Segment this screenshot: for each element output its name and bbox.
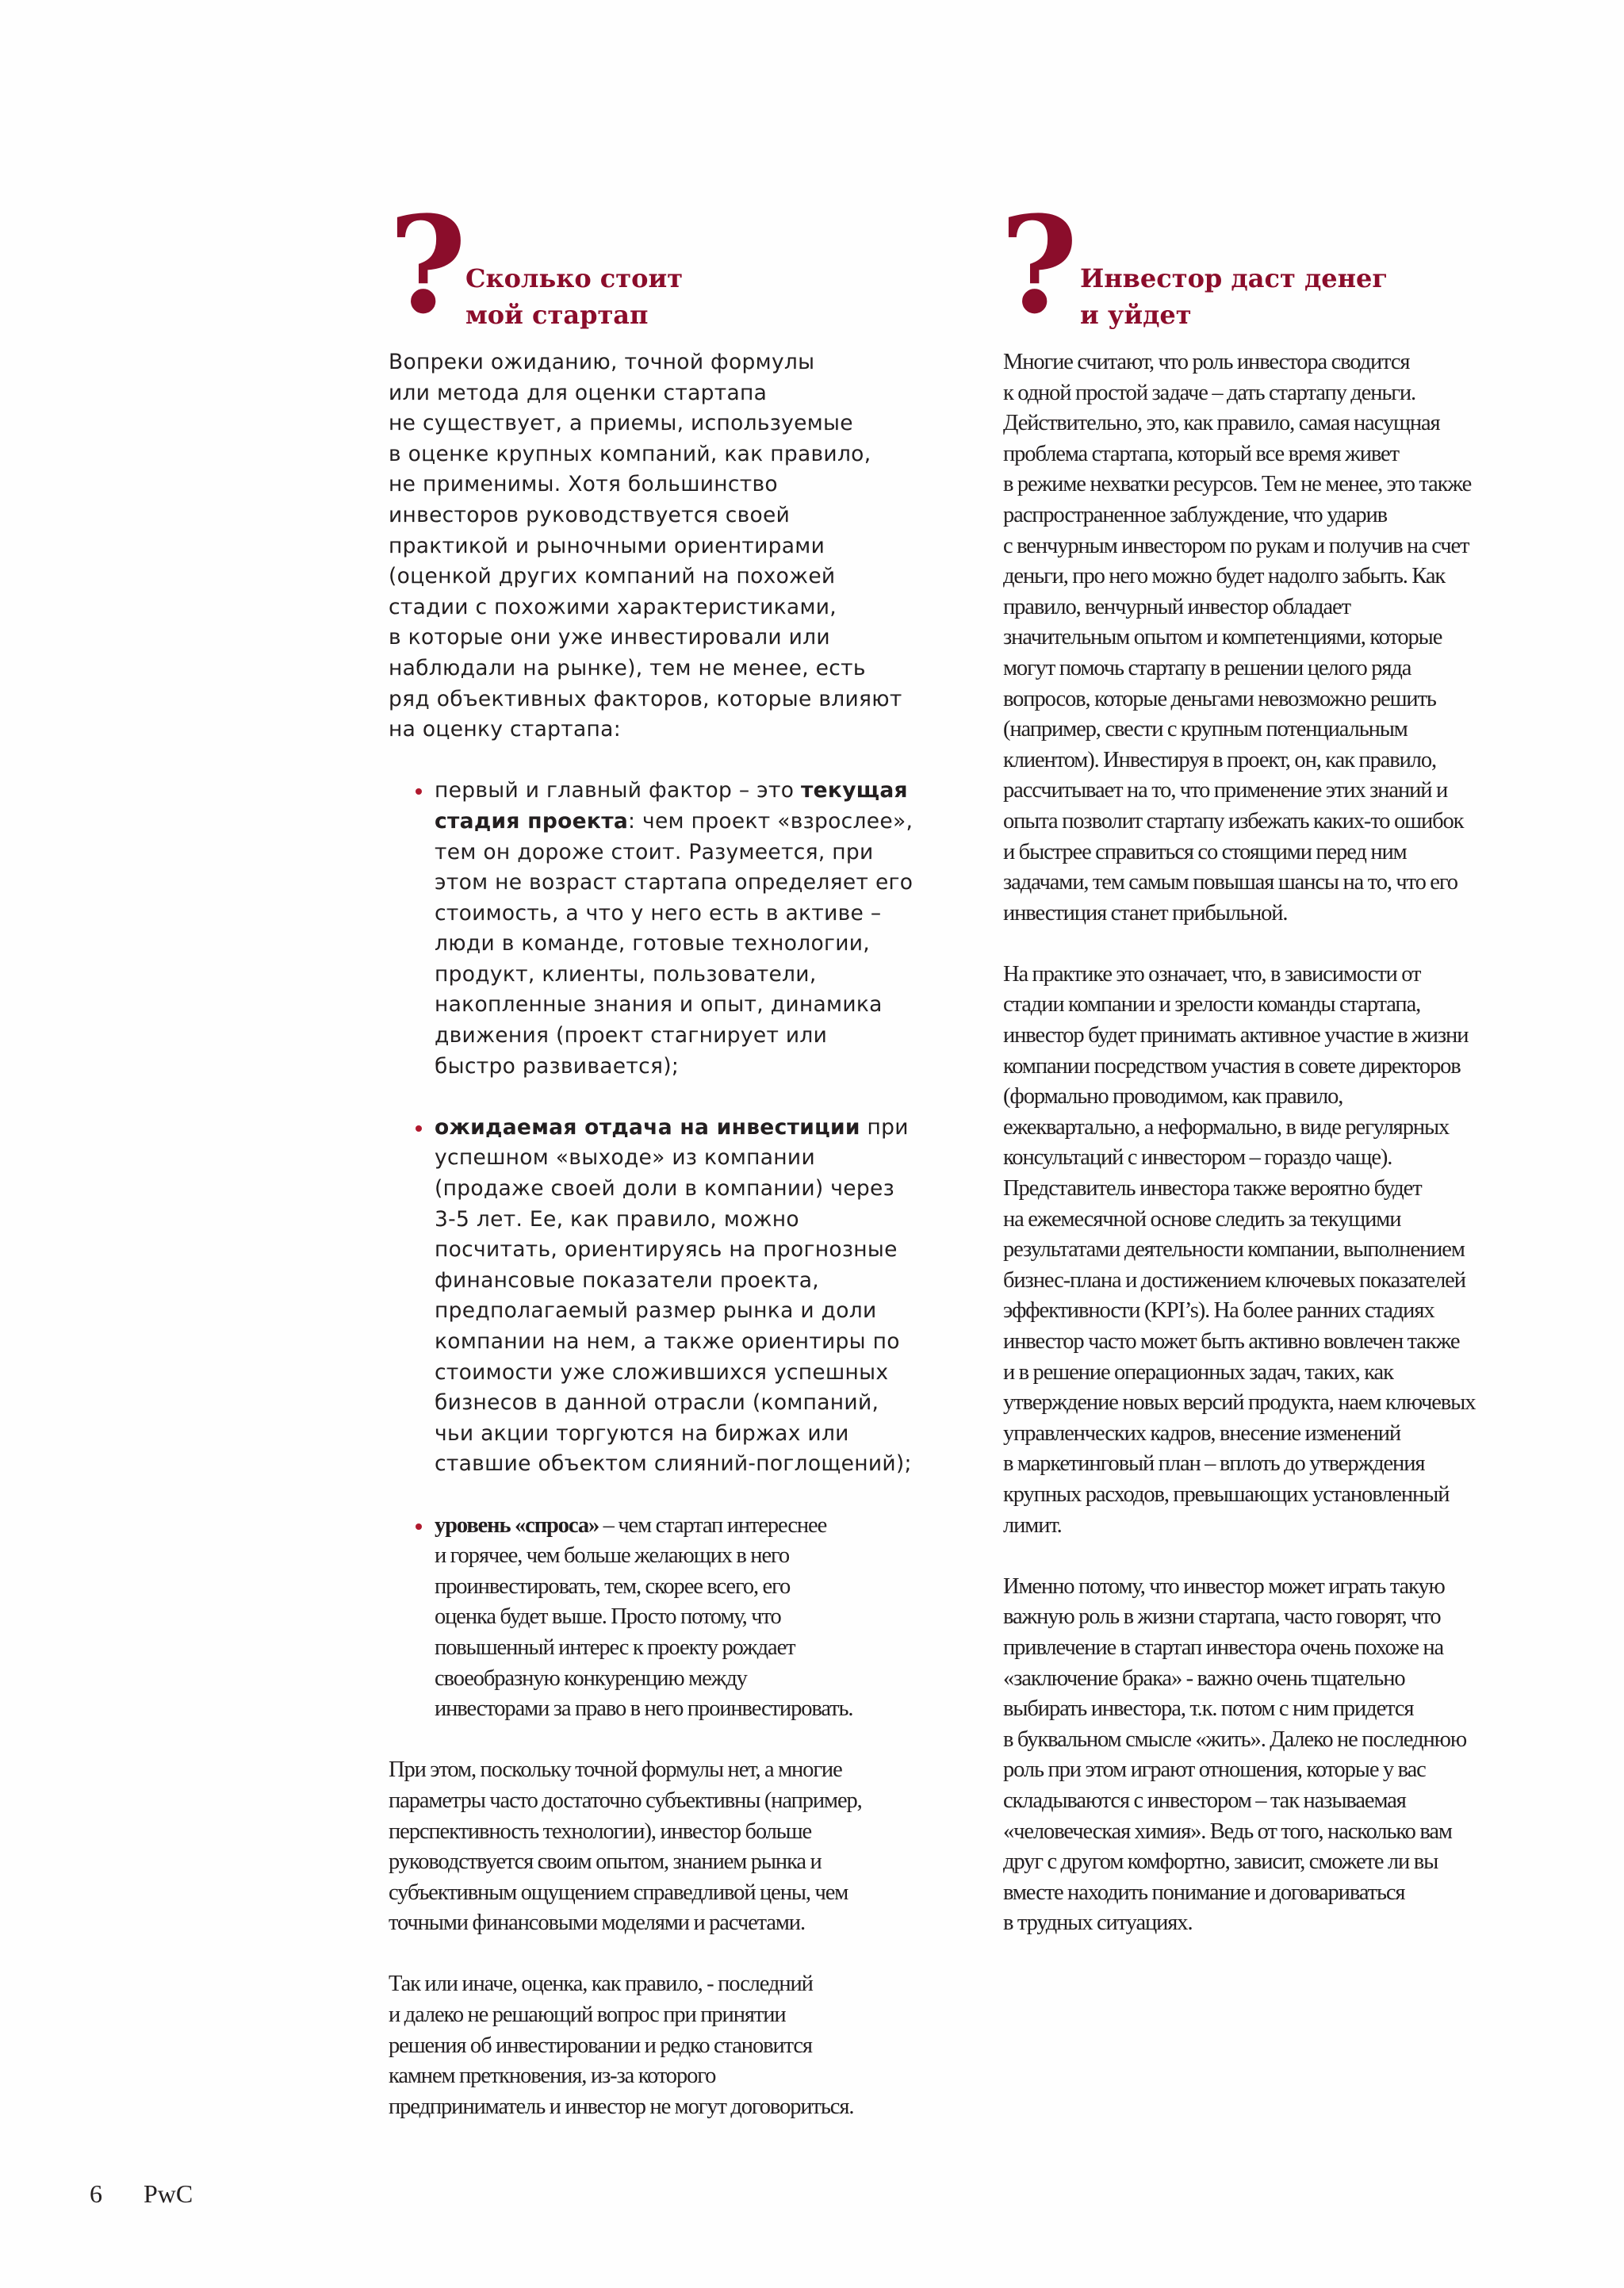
text-line: На практике это означает, что, в зависимости от <box>1003 961 1421 987</box>
bullet-icon <box>416 1523 422 1530</box>
text-line: инвесторами за право в него проинвестировать. <box>435 1696 853 1722</box>
text-line: практикой и рыночными ориентирами <box>389 533 825 558</box>
text-line: (например, свести с крупным потенциальным <box>1003 717 1408 742</box>
text-line: параметры часто достаточно субъективны (например, <box>389 1788 862 1813</box>
text-line: крупных расходов, превышающих установленный <box>1003 1481 1450 1507</box>
left-column <box>389 186 944 2122</box>
list-item <box>389 1113 944 1480</box>
text-line: стоимости уже сложившихся успешных <box>435 1359 889 1385</box>
text-line: в буквальном смысле «жить». Далеко не последнюю <box>1003 1727 1467 1752</box>
text-line: решения об инвестировании и редко становится <box>389 2033 812 2058</box>
text-line: (формально проводимом, как правило, <box>1003 1084 1343 1110</box>
text-line: Так или иначе, оценка, как правило, - последний <box>389 1972 813 1997</box>
text-span: первый и главный фактор – это <box>435 778 801 803</box>
text-line: (оценкой других компаний на похожей <box>389 564 836 589</box>
text-line: к одной простой задаче – дать стартапу деньги. <box>1003 380 1416 405</box>
text-line: стадии компании и зрелости команды стартапа, <box>1003 992 1421 1018</box>
text-line: компании на нем, а также ориентиры по <box>435 1329 900 1354</box>
section-title <box>465 260 683 333</box>
paragraph <box>1003 960 1566 1541</box>
bold-term: стадия проекта <box>435 808 629 834</box>
text-line: «человеческая химия». Ведь от того, насколько вам <box>1003 1819 1452 1844</box>
text-line: роль при этом играют отношения, которые у вас <box>1003 1757 1426 1783</box>
text-line: продукт, клиенты, пользователи, <box>435 961 817 987</box>
text-line: инвестиция станет прибыльной. <box>1003 900 1288 926</box>
text-line: 3-5 лет. Ее, как правило, можно <box>435 1206 799 1232</box>
text-span: : чем проект «взрослее», <box>628 808 914 834</box>
page-number: 6 <box>90 2179 102 2208</box>
text-line: управленческих кадров, внесение изменений <box>1003 1420 1401 1446</box>
text-line: стоимость, а что у него есть в активе – <box>435 900 882 926</box>
title-line: Инвестор даст денег <box>1080 263 1388 293</box>
text-line: в маркетинговый план – вплоть до утверждения <box>1003 1451 1425 1477</box>
text-line: правило, венчурный инвестор обладает <box>1003 594 1350 619</box>
text-line: стадии с похожими характеристиками, <box>389 594 837 619</box>
text-line: вместе находить понимание и договариваться <box>1003 1880 1405 1905</box>
text-line: эффективности (KPI’s). На более ранних стадиях <box>1003 1298 1434 1324</box>
text-span: – чем стартап интереснее <box>599 1512 827 1538</box>
text-line: При этом, поскольку точной формулы нет, а многие <box>389 1757 842 1783</box>
section-title <box>1080 260 1388 333</box>
text-line: предприниматель и инвестор не могут договориться. <box>389 2094 854 2119</box>
text-line: инвестор будет принимать активное участие в жизни <box>1003 1023 1469 1048</box>
bullet-icon <box>416 788 422 795</box>
text-line: друг с другом комфортно, зависит, сможете ли вы <box>1003 1849 1438 1875</box>
text-line: складываются с инвестором – так называемая <box>1003 1788 1406 1813</box>
text-line: результатами деятельности компании, выполнением <box>1003 1237 1465 1263</box>
text-line: на ежемесячной основе следить за текущими <box>1003 1206 1401 1232</box>
bold-term: текущая <box>800 778 908 803</box>
bold-term: ожидаемая отдача на инвестиции <box>435 1114 860 1140</box>
text-line: консультаций с инвестором – гораздо чаще). <box>1003 1145 1392 1171</box>
text-line: (продаже своей доли в компании) через <box>435 1176 894 1201</box>
text-line: предполагаемый размер рынка и доли <box>435 1298 877 1324</box>
paragraph <box>389 1969 944 2122</box>
text-line: камнем преткновения, из-за которого <box>389 2064 716 2089</box>
text-line: не существует, а приемы, используемые <box>389 411 853 436</box>
intro-paragraph <box>389 347 944 745</box>
question-mark-icon: ? <box>1000 186 1078 343</box>
text-line: деньги, про него можно будет надолго забыть. Как <box>1003 564 1446 589</box>
text-line: точными финансовыми моделями и расчетами. <box>389 1910 805 1936</box>
text-line: проинвестировать, тем, скорее всего, его <box>435 1573 791 1599</box>
text-line: перспективность технологии), инвестор больше <box>389 1819 812 1844</box>
text-line: наблюдали на рынке), тем не менее, есть <box>389 655 866 680</box>
factor-list <box>389 776 944 1724</box>
text-line: клиентом). Инвестируя в проект, он, как правило, <box>1003 747 1437 772</box>
title-line: Сколько стоит <box>465 263 684 293</box>
text-line: Действительно, это, как правило, самая насущная <box>1003 411 1440 436</box>
text-line: важную роль в жизни стартапа, часто говорят, что <box>1003 1604 1441 1630</box>
text-line: ряд объективных факторов, которые влияют <box>389 686 902 711</box>
list-item <box>389 1511 944 1725</box>
text-line: оценка будет выше. Просто потому, что <box>435 1604 781 1630</box>
text-span: при <box>860 1114 909 1140</box>
text-line: и быстрее справиться со стоящими перед ним <box>1003 839 1407 864</box>
text-line: компании посредством участия в совете директоров <box>1003 1053 1461 1079</box>
question-mark-icon: ? <box>389 186 467 343</box>
page-footer <box>90 2179 193 2209</box>
text-line: утверждение новых версий продукта, наем ключевых <box>1003 1390 1476 1416</box>
text-line: бизнесов в данной отрасли (компаний, <box>435 1390 879 1416</box>
brand-name: PwC <box>144 2179 193 2208</box>
paragraph <box>1003 347 1566 929</box>
text-line: в режиме нехватки ресурсов. Тем не менее, это также <box>1003 472 1472 497</box>
bullet-icon <box>416 1125 422 1132</box>
bold-term: уровень «спроса» <box>435 1512 599 1538</box>
text-line: ставшие объектом слияний-поглощений); <box>435 1451 912 1477</box>
text-line: ежеквартально, а неформально, в виде регулярных <box>1003 1114 1450 1140</box>
section-heading-startup-cost <box>389 186 944 347</box>
title-line: и уйдет <box>1080 300 1192 330</box>
text-line: движения (проект стагнирует или <box>435 1023 828 1048</box>
text-line: успешном «выходе» из компании <box>435 1145 815 1171</box>
paragraph <box>1003 1572 1566 1939</box>
text-line: или метода для оценки стартапа <box>389 380 768 405</box>
text-line: финансовые показатели проекта, <box>435 1267 820 1293</box>
text-line: задачами, тем самым повышая шансы на то, что его <box>1003 870 1457 895</box>
text-line: рассчитывает на то, что применение этих знаний и <box>1003 778 1448 803</box>
text-line: своеобразную конкуренцию между <box>435 1665 747 1691</box>
text-line: руководствуется своим опытом, знанием рынка и <box>389 1849 822 1875</box>
text-line: инвестор часто может быть активно вовлечен также <box>1003 1329 1460 1354</box>
right-column <box>1000 186 1566 1939</box>
text-line: в которые они уже инвестировали или <box>389 625 830 650</box>
text-line: этом не возраст стартапа определяет его <box>435 870 914 895</box>
text-line: чьи акции торгуются на биржах или <box>435 1420 849 1446</box>
text-line: и горячее, чем больше желающих в него <box>435 1543 790 1569</box>
text-line: Представитель инвестора также вероятно будет <box>1003 1176 1422 1201</box>
text-line: «заключение брака» - важно очень тщательно <box>1003 1665 1405 1691</box>
text-line: в оценке крупных компаний, как правило, <box>389 441 871 466</box>
text-line: Многие считают, что роль инвестора сводится <box>1003 350 1410 374</box>
text-line: посчитать, ориентируясь на прогнозные <box>435 1237 898 1263</box>
section-heading-investor-leaves <box>1000 186 1566 347</box>
text-line: в трудных ситуациях. <box>1003 1910 1193 1936</box>
text-line: привлечение в стартап инвестора очень похоже на <box>1003 1635 1444 1660</box>
text-line: тем он дороже стоит. Разумеется, при <box>435 839 874 864</box>
list-item <box>389 776 944 1082</box>
text-line: проблема стартапа, который все время живет <box>1003 441 1399 466</box>
title-line: мой стартап <box>465 300 649 330</box>
text-line: вопросов, которые деньгами невозможно решить <box>1003 686 1436 711</box>
text-line: на оценку стартапа: <box>389 717 621 742</box>
text-line: могут помочь стартапу в решении целого ряда <box>1003 655 1411 680</box>
text-line: и в решение операционных задач, таких, как <box>1003 1359 1393 1385</box>
text-line: опыта позволит стартапу избежать каких-то ошибок <box>1003 808 1464 834</box>
text-line: и далеко не решающий вопрос при принятии <box>389 2002 786 2028</box>
text-line: люди в команде, готовые технологии, <box>435 931 870 956</box>
text-line: инвесторов руководствуется своей <box>389 502 791 527</box>
text-line: с венчурным инвестором по рукам и получив на счет <box>1003 533 1469 558</box>
text-line: Именно потому, что инвестор может играть такую <box>1003 1573 1445 1599</box>
text-line: быстро развивается); <box>435 1053 680 1079</box>
paragraph <box>389 1755 944 1939</box>
text-line: лимит. <box>1003 1512 1062 1538</box>
text-line: не применимы. Хотя большинство <box>389 472 778 497</box>
text-line: субъективным ощущением справедливой цены, чем <box>389 1880 848 1905</box>
text-line: значительным опытом и компетенциями, которые <box>1003 625 1442 650</box>
text-line: Вопреки ожиданию, точной формулы <box>389 350 815 374</box>
text-line: распространенное заблуждение, что ударив <box>1003 502 1388 527</box>
text-line: выбирать инвестора, т.к. потом с ним придется <box>1003 1696 1414 1722</box>
text-line: повышенный интерес к проекту рождает <box>435 1635 795 1660</box>
text-line: бизнес-плана и достижением ключевых показателей <box>1003 1267 1465 1293</box>
text-line: накопленные знания и опыт, динамика <box>435 992 883 1018</box>
